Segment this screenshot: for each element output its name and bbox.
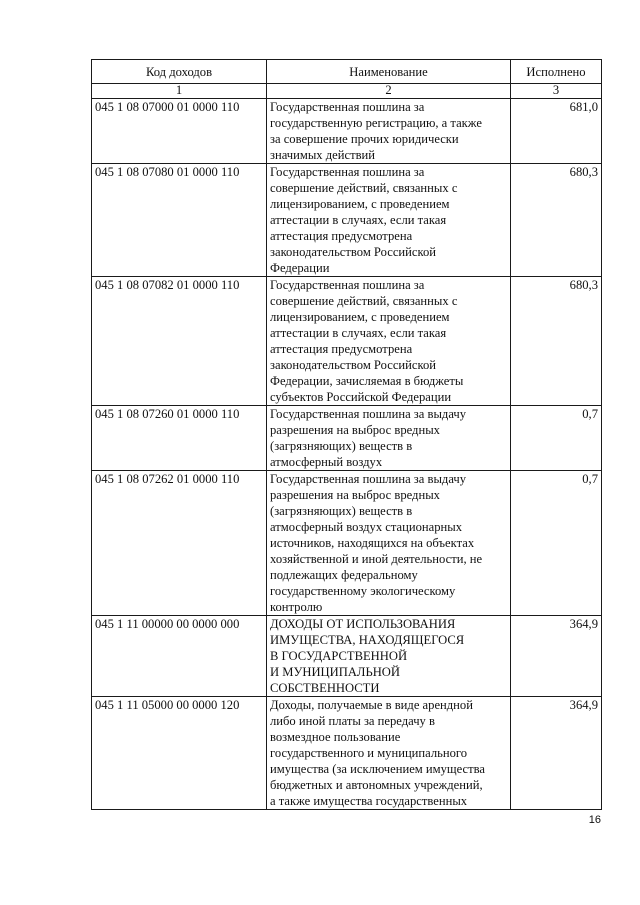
revenue-name: Государственная пошлина за государственную регистрацию, а также за совершение прочих юридически значимых действий: [267, 99, 511, 164]
revenue-code: 045 1 11 05000 00 0000 120: [92, 697, 267, 810]
revenue-name: Государственная пошлина за совершение действий, связанных с лицензированием, с проведением аттестации в случаях, если такая аттестация предусмотрена законодательством Российской Федерации, зачисляемая в бюджеты субъектов Российской Федерации: [267, 277, 511, 406]
column-number-row: [92, 84, 602, 99]
revenue-name: Доходы, получаемые в виде арендной либо иной платы за передачу в возмездное пользование государственного и муниципального имущества (за исключением имущества бюджетных и автономных учреждений, а также имущества государственных: [267, 697, 511, 810]
header-name: Наименование: [267, 60, 511, 84]
revenue-name: Государственная пошлина за выдачу разрешения на выброс вредных (загрязняющих) веществ в атмосферный воздух стационарных источников, находящихся на объектах хозяйственной и иной деятельности, не подлежащих федеральному государственному экологическому контролю: [267, 471, 511, 616]
table-row: [92, 697, 602, 810]
executed-amount: 680,3: [511, 164, 602, 277]
revenue-code: 045 1 08 07000 01 0000 110: [92, 99, 267, 164]
revenue-name: Государственная пошлина за выдачу разрешения на выброс вредных (загрязняющих) веществ в атмосферный воздух: [267, 406, 511, 471]
table-row: [92, 164, 602, 277]
revenue-code: 045 1 08 07260 01 0000 110: [92, 406, 267, 471]
executed-amount: 364,9: [511, 616, 602, 697]
revenue-code: 045 1 08 07080 01 0000 110: [92, 164, 267, 277]
header-executed: Исполнено: [511, 60, 602, 84]
table-row: [92, 406, 602, 471]
column-number: 1: [92, 84, 267, 99]
header-code: Код доходов: [92, 60, 267, 84]
executed-amount: 364,9: [511, 697, 602, 810]
revenue-name: Государственная пошлина за совершение действий, связанных с лицензированием, с проведением аттестации в случаях, если такая аттестация предусмотрена законодательством Российской Федерации: [267, 164, 511, 277]
revenue-table: [91, 59, 602, 810]
table-row: [92, 99, 602, 164]
table-row: [92, 471, 602, 616]
executed-amount: 0,7: [511, 471, 602, 616]
table-row: [92, 277, 602, 406]
revenue-code: 045 1 11 00000 00 0000 000: [92, 616, 267, 697]
revenue-name: ДОХОДЫ ОТ ИСПОЛЬЗОВАНИЯ ИМУЩЕСТВА, НАХОДЯЩЕГОСЯ В ГОСУДАРСТВЕННОЙ И МУНИЦИПАЛЬНОЙ СОБСТВЕННОСТИ: [267, 616, 511, 697]
column-number: 3: [511, 84, 602, 99]
table-row: [92, 616, 602, 697]
executed-amount: 680,3: [511, 277, 602, 406]
executed-amount: 0,7: [511, 406, 602, 471]
table-header-row: [92, 60, 602, 84]
revenue-code: 045 1 08 07262 01 0000 110: [92, 471, 267, 616]
page-number: 16: [588, 814, 601, 826]
revenue-code: 045 1 08 07082 01 0000 110: [92, 277, 267, 406]
executed-amount: 681,0: [511, 99, 602, 164]
column-number: 2: [267, 84, 511, 99]
